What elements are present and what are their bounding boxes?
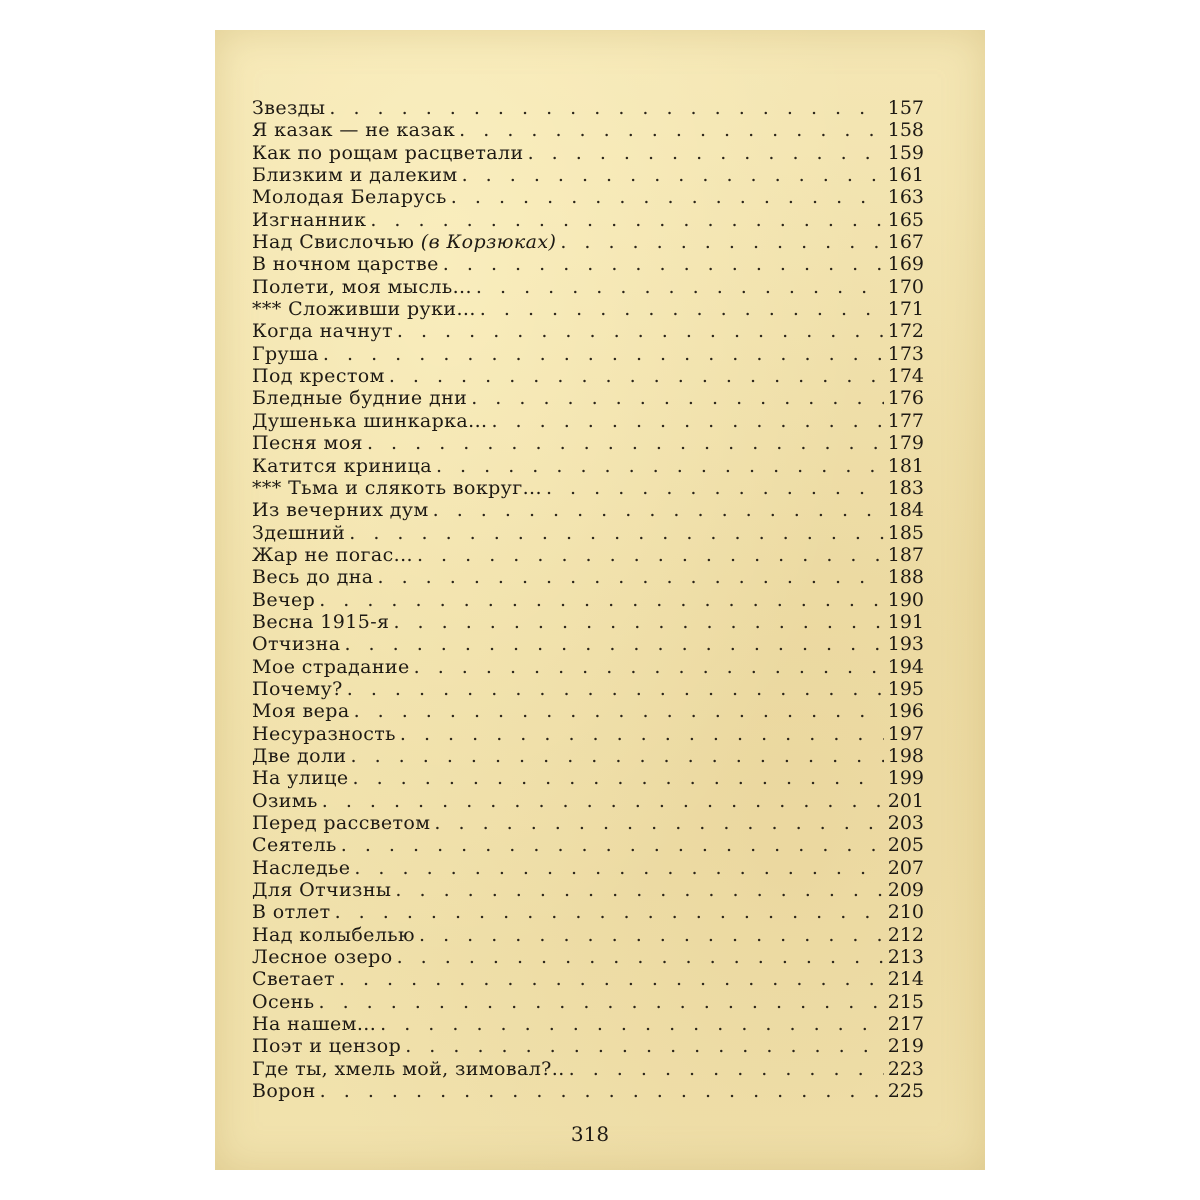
dot-leader: [528, 142, 884, 164]
toc-entry-title-text: Перед рассветом: [252, 812, 431, 834]
dot-leader: [329, 97, 883, 119]
dot-leader: [400, 723, 884, 745]
toc-entry-title-text: Из вечерних дум: [252, 499, 429, 522]
toc-entry: [252, 924, 924, 946]
toc-entry-title-text: Полети, моя мысль...: [252, 275, 472, 298]
toc-entry: [252, 656, 924, 678]
toc-entry-title-text: Катится криница: [252, 454, 432, 477]
toc-entry-title-text: Озимь: [252, 789, 318, 812]
toc-entry-title-text: Бледные будние дни: [252, 387, 468, 410]
toc-entry-title-text: Лесное озеро: [252, 946, 393, 969]
dot-leader: [462, 164, 884, 186]
dot-leader: [354, 700, 884, 722]
toc-entry-title-text: Весь до дна: [252, 566, 374, 589]
toc-entry-page: 171: [887, 298, 924, 321]
dot-leader: [397, 946, 884, 968]
toc-entry-title: [252, 276, 472, 298]
toc-entry-title: [252, 119, 455, 141]
toc-entry: [252, 209, 924, 231]
toc-entry: [252, 611, 924, 633]
dot-leader: [353, 767, 884, 789]
toc-entry-title-text: В отлет: [252, 901, 331, 924]
toc-entry: [252, 522, 924, 544]
toc-entry: [252, 544, 924, 566]
toc-entry: [252, 142, 924, 164]
toc-entry-title: [252, 857, 350, 879]
toc-entry-page: 161: [887, 164, 924, 187]
dot-leader: [419, 924, 884, 946]
dot-leader: [434, 812, 883, 834]
toc-entry-title: [252, 566, 374, 588]
dot-leader: [414, 656, 884, 678]
toc-entry-title: [252, 723, 396, 745]
toc-entry: [252, 1035, 924, 1057]
toc-entry-title: [252, 879, 391, 901]
toc-entry-title: [252, 164, 458, 186]
toc-entry-title: [252, 365, 385, 387]
dot-leader: [443, 253, 884, 275]
toc-entry-title-text: Почему?: [252, 677, 343, 700]
toc-entry-page: 197: [887, 722, 924, 745]
toc-entry-title-text: Как по рощам расцветали: [252, 141, 524, 164]
toc-entry-title-text: Вечер: [252, 588, 316, 611]
dot-leader: [347, 678, 884, 700]
dot-leader: [318, 991, 883, 1013]
toc-entry-title-text: Душенька шинкарка...: [252, 409, 488, 432]
toc-entry-title: [252, 320, 393, 342]
toc-entry-title: [252, 633, 340, 655]
toc-entry-page: 158: [887, 119, 924, 142]
toc-entry-title-text: Груша: [252, 342, 319, 365]
toc-entry: [252, 589, 924, 611]
toc-entry-title-text: Наследье: [252, 856, 351, 879]
toc-entry-title: [252, 231, 556, 253]
toc-entry: [252, 745, 924, 767]
toc-entry-page: 187: [887, 543, 924, 566]
toc-entry-page: 214: [887, 968, 924, 991]
toc-entry: [252, 343, 924, 365]
toc-entry-page: 213: [887, 946, 924, 969]
toc-entry-page: 196: [887, 700, 924, 723]
toc-entry-page: 205: [887, 834, 924, 857]
toc-entry: [252, 365, 924, 387]
toc-entry-title-text: Над Свислочью: [252, 231, 415, 254]
toc-entry-title-text: Ворон: [252, 1080, 316, 1103]
toc-entry-page: 163: [887, 186, 924, 209]
dot-leader: [393, 611, 883, 633]
toc-entry-page: 212: [887, 923, 924, 946]
dot-leader: [397, 320, 884, 342]
toc-entry-title-text: Отчизна: [252, 633, 341, 656]
table-of-contents: [252, 97, 924, 1102]
toc-entry-title-text: Мое страдание: [252, 655, 410, 678]
toc-entry-page: 190: [887, 588, 924, 611]
toc-entry-title: [252, 499, 429, 521]
dot-leader: [354, 857, 883, 879]
toc-entry-page: 173: [887, 342, 924, 365]
dot-leader: [389, 365, 884, 387]
toc-entry: [252, 499, 924, 521]
toc-entry-page: 170: [887, 275, 924, 298]
toc-entry-title: [252, 834, 337, 856]
page-number: 318: [570, 1122, 610, 1146]
toc-entry-title-text: Близким и далеким: [252, 164, 458, 187]
toc-entry-title-text: На нашем...: [252, 1013, 377, 1036]
toc-entry-title: [252, 97, 325, 119]
toc-entry-title: [252, 991, 314, 1013]
toc-entry: [252, 320, 924, 342]
dot-leader: [370, 209, 883, 231]
dot-leader: [546, 477, 884, 499]
dot-leader: [405, 1035, 884, 1057]
toc-entry-page: 167: [887, 231, 924, 254]
toc-entry-title-text: Песня моя: [252, 432, 363, 455]
toc-entry-title-text: Звезды: [252, 97, 326, 119]
toc-entry-title: [252, 1013, 376, 1035]
toc-entry-page: 207: [887, 856, 924, 879]
toc-entry-page: 195: [887, 677, 924, 700]
dot-leader: [569, 1058, 884, 1080]
dot-leader: [351, 745, 884, 767]
toc-entry-page: 177: [887, 409, 924, 432]
toc-entry: [252, 834, 924, 856]
toc-entry: [252, 253, 924, 275]
toc-entry: [252, 477, 924, 499]
toc-entry-page: 219: [887, 1035, 924, 1058]
toc-entry-page: 157: [887, 97, 924, 119]
toc-entry-page: 188: [887, 566, 924, 589]
toc-entry: [252, 186, 924, 208]
toc-entry-page: 194: [887, 655, 924, 678]
toc-entry: [252, 387, 924, 409]
toc-entry-title: [252, 589, 315, 611]
dot-leader: [491, 410, 883, 432]
toc-entry: [252, 276, 924, 298]
toc-entry: [252, 119, 924, 141]
toc-entry-title: [252, 700, 350, 722]
toc-entry-title: [252, 298, 476, 320]
toc-entry-title: [252, 410, 487, 432]
toc-entry-title: [252, 522, 345, 544]
toc-entry: [252, 678, 924, 700]
dot-leader: [451, 186, 884, 208]
toc-entry: [252, 901, 924, 923]
toc-entry-title: [252, 1058, 565, 1080]
toc-entry-title: [252, 343, 319, 365]
toc-entry-title-text: Когда начнут: [252, 320, 393, 343]
toc-entry: [252, 879, 924, 901]
dot-leader: [322, 790, 884, 812]
toc-entry-title-text: Поэт и цензор: [252, 1035, 402, 1058]
toc-entry-page: 176: [887, 387, 924, 410]
dot-leader: [323, 343, 884, 365]
dot-leader: [471, 387, 884, 409]
toc-entry-title: [252, 1035, 401, 1057]
toc-entry-title: [252, 656, 410, 678]
toc-entry-title-text: *** Сложивши руки...: [252, 298, 476, 321]
dot-leader: [436, 455, 884, 477]
dot-leader: [339, 968, 884, 990]
toc-entry-page: 210: [887, 901, 924, 924]
dot-leader: [480, 298, 884, 320]
toc-entry-page: 201: [887, 789, 924, 812]
dot-leader: [341, 834, 884, 856]
dot-leader: [320, 1080, 884, 1102]
toc-entry-page: 193: [887, 633, 924, 656]
toc-entry: [252, 566, 924, 588]
dot-leader: [319, 589, 884, 611]
toc-entry: [252, 298, 924, 320]
toc-entry: [252, 991, 924, 1013]
toc-entry-page: 172: [887, 320, 924, 343]
toc-entry-title-text: *** Тьма и слякоть вокруг...: [252, 476, 542, 499]
toc-entry-title: [252, 544, 413, 566]
toc-entry-title-text: Изгнанник: [252, 208, 367, 231]
toc-entry-title: [252, 968, 335, 990]
toc-entry-title: [252, 812, 430, 834]
dot-leader: [335, 901, 884, 923]
dot-leader: [367, 432, 884, 454]
toc-entry-title-text: Осень: [252, 990, 315, 1013]
toc-entry-title-text: Здешний: [252, 521, 346, 544]
toc-entry-title-text: Моя вера: [252, 700, 350, 723]
toc-entry-title: [252, 790, 318, 812]
toc-entry-page: 223: [887, 1057, 924, 1080]
dot-leader: [380, 1013, 884, 1035]
toc-entry-title-text: Две доли: [252, 744, 347, 767]
toc-entry-title: [252, 253, 439, 275]
toc-entry-title-text: Светает: [252, 968, 335, 991]
dot-leader: [560, 231, 883, 253]
toc-entry-title-text: Для Отчизны: [252, 879, 392, 902]
toc-entry-page: 165: [887, 208, 924, 231]
toc-entry-title-text: Под крестом: [252, 365, 385, 388]
toc-entry-page: 203: [887, 812, 924, 834]
toc-entry-title: [252, 678, 343, 700]
toc-entry-page: 179: [887, 432, 924, 455]
toc-entry: [252, 857, 924, 879]
toc-entry: [252, 1080, 924, 1102]
toc-entry: [252, 723, 924, 745]
toc-entry-title: [252, 611, 389, 633]
dot-leader: [349, 522, 883, 544]
toc-entry: [252, 97, 924, 119]
dot-leader: [459, 119, 884, 141]
toc-entry-title-text: Сеятель: [252, 834, 337, 857]
toc-entry: [252, 968, 924, 990]
toc-entry-page: 217: [887, 1013, 924, 1036]
toc-entry-page: 199: [887, 767, 924, 790]
toc-entry: [252, 231, 924, 253]
toc-entry: [252, 432, 924, 454]
toc-entry: [252, 700, 924, 722]
toc-entry-page: 174: [887, 365, 924, 388]
toc-entry: [252, 767, 924, 789]
toc-entry-page: 169: [887, 253, 924, 276]
toc-entry-title: [252, 142, 524, 164]
toc-entry-page: 191: [887, 610, 924, 633]
toc-entry-title-text: Где ты, хмель мой, зимовал?..: [252, 1057, 565, 1080]
toc-entry-page: 209: [887, 879, 924, 902]
toc-entry-title: [252, 1080, 316, 1102]
dot-leader: [433, 499, 884, 521]
toc-entry-page: 181: [887, 454, 924, 477]
toc-entry-title: [252, 209, 366, 231]
dot-leader: [378, 566, 884, 588]
toc-entry-title: [252, 924, 415, 946]
toc-entry-page: 198: [887, 744, 924, 767]
toc-entry: [252, 410, 924, 432]
toc-entry-title-text: Несуразность: [252, 722, 396, 745]
toc-entry-title: [252, 946, 393, 968]
toc-entry-title-text: Жар не погас...: [252, 543, 413, 566]
toc-entry-title-text: Молодая Беларусь: [252, 186, 447, 209]
toc-entry-page: 225: [887, 1080, 924, 1103]
toc-entry: [252, 790, 924, 812]
toc-entry-title-text: Весна 1915-я: [252, 610, 390, 633]
toc-entry-page: 183: [887, 476, 924, 499]
toc-entry-title: [252, 767, 349, 789]
toc-entry-page: 184: [887, 499, 924, 522]
toc-entry: [252, 633, 924, 655]
toc-entry-title: [252, 477, 542, 499]
toc-entry-title-text: Над колыбелью: [252, 923, 415, 946]
toc-entry-title: [252, 455, 432, 477]
toc-entry-page: 215: [887, 990, 924, 1013]
toc-entry-page: 185: [887, 521, 924, 544]
toc-entry: [252, 946, 924, 968]
toc-entry: [252, 164, 924, 186]
toc-entry: [252, 1058, 924, 1080]
toc-entry-title: [252, 745, 347, 767]
toc-entry-title: [252, 432, 363, 454]
toc-entry-title-text: В ночном царстве: [252, 253, 439, 276]
toc-entry: [252, 1013, 924, 1035]
toc-entry-title: [252, 901, 331, 923]
dot-leader: [476, 276, 884, 298]
toc-entry: [252, 455, 924, 477]
dot-leader: [344, 633, 883, 655]
toc-entry-title: [252, 186, 447, 208]
dot-leader: [395, 879, 883, 901]
toc-entry-subtitle: (в Корзюках): [420, 231, 557, 254]
dot-leader: [417, 544, 884, 566]
toc-entry-title-text: На улице: [252, 767, 349, 790]
toc-entry-title: [252, 387, 467, 409]
toc-entry-title-text: Я казак — не казак: [252, 119, 456, 142]
toc-entry: [252, 812, 924, 834]
toc-entry-page: 159: [887, 141, 924, 164]
